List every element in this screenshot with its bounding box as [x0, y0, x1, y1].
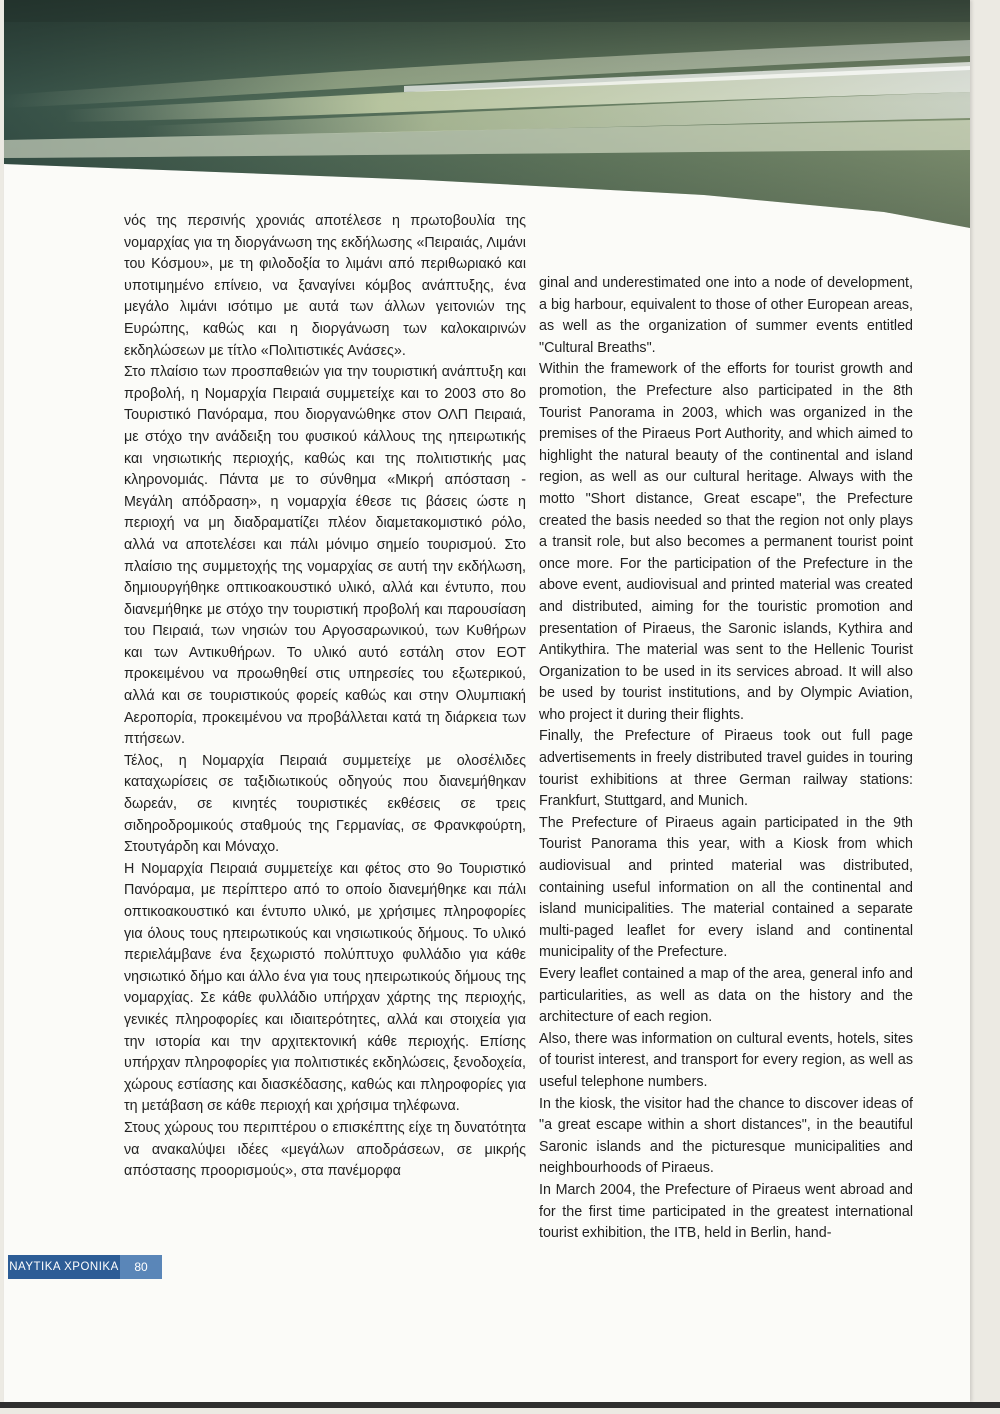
bottom-edge-line — [0, 1402, 1000, 1408]
page-number: 80 — [120, 1255, 162, 1279]
english-paragraph: The Prefecture of Piraeus again participated in the 9th Tourist Panorama this year, with a Kiosk from which audiovisual and printed material was distributed, containing useful information on all the continental and island municipalities. The material contained a separate multi-paged leaflet for every island and continental municipality of the Prefecture. — [539, 814, 913, 961]
greek-paragraph: Τέλος, η Νομαρχία Πειραιά συμμετείχε με ολοσέλιδες καταχωρίσεις σε ταξιδιωτικούς οδηγούς που διανεμήθηκαν δωρεάν, σε κινητές τουριστικές εκθέσεις σε τρεις σιδηροδρομικούς σταθμούς της Γερμανίας, σε Φρανκφούρτη, Στουτγάρδη και Μόναχο. — [124, 752, 526, 856]
english-paragraph: Also, there was information on cultural events, hotels, sites of tourist interest, and transport for every region, as well as useful telephone numbers. — [539, 1030, 913, 1090]
english-paragraph: Finally, the Prefecture of Piraeus took out full page advertisements in freely distributed travel guides in touring tourist exhibitions at three German railway stations: Frankfurt, Stuttgard, and Munich. — [539, 728, 913, 810]
magazine-name-label: ΝΑΥΤΙΚΑ ΧΡΟΝΙΚΑ — [8, 1255, 120, 1279]
header-photo — [4, 0, 970, 228]
english-text-column — [539, 273, 913, 1245]
english-paragraph: Within the framework of the efforts for tourist growth and promotion, the Prefecture also participated in the 8th Tourist Panorama in 2003, which was organized in the premises of the Piraeus Port Authority, and which aimed to highlight the natural beauty of the continental and island region, as well as our cultural heritage. Always with the motto "Short distance, Great escape", the Prefecture created the basis needed so that the region not only plays a transit role, but also becomes a permanent tourist point once more. For the participation of the Prefecture in the above event, audiovisual and printed material was created and distributed, aiming for the touristic promotion and presentation of Piraeus, the Saronic islands, Kythira and Antikythira. The material was sent to the Hellenic Tourist Organization to be used in its services abroad. It will also be used by tourist institutions, and by Olympic Aviation, who project it during their flights. — [539, 361, 913, 723]
greek-paragraph: Η Νομαρχία Πειραιά συμμετείχε και φέτος στο 9ο Τουριστικό Πανόραμα, με περίπτερο από το οποίο διανεμήθηκε και πάλι οπτικοακουστικό και έντυπο υλικό, με χρήσιμες πληροφορίες για όλους τους ηπειρωτικούς και νησιωτικούς δήμους. Το υλικό περιελάμβανε ένα ξεχωριστό πολύπτυχο φυλλάδιο για κάθε νησιωτικό δήμο και άλλο ένα για τους ηπειρωτικούς δήμους της νομαρχίας. Σε κάθε φυλλάδιο υπήρχαν χάρτης της περιοχής, γενικές πληροφορίες και ιδιαιτερότητες, αλλά και στοιχεία για την ιστορία και την αρχιτεκτονική κάθε περιοχής. Επίσης υπήρχαν πληροφορίες για πολιτιστικές εκδηλώσεις, ξενοδοχεία, χώρους εστίασης και διασκέδασης, καθώς και πληροφορίες για τη μετάβαση σε κάθε περιοχή και χρήσιμα τηλέφωνα. — [124, 860, 526, 1115]
magazine-page — [4, 0, 970, 1402]
english-paragraph: ginal and underestimated one into a node of development, a big harbour, equivalent to those of other European areas, as well as the organization of summer events entitled "Cultural Breaths". — [539, 275, 913, 356]
english-paragraph: In the kiosk, the visitor had the chance to discover ideas of "a great escape within a short distances", in the beautiful Saronic islands and the picturesque municipalities and neighbourhoods of Piraeus. — [539, 1095, 913, 1177]
english-paragraph: Every leaflet contained a map of the area, general info and particularities, as well as data on the history and the architecture of each region. — [539, 966, 913, 1026]
greek-paragraph: Στους χώρους του περιπτέρου ο επισκέπτης είχε τη δυνατότητα να ανακαλύψει ιδέες «μεγάλων αποδράσεων, σε μικρής απόστασης προορισμούς», στα πανέμορφα — [124, 1119, 526, 1180]
greek-paragraph: νός της περσινής χρονιάς αποτέλεσε η πρωτοβουλία της νομαρχίας για τη διοργάνωση της εκδήλωσης «Πειραιάς, Λιμάνι του Κόσμου», με τη φιλοδοξία το λιμάνι από περιθωριακό και υποτιμημένο επίνειο, να ξαναγίνει κόμβος ανάπτυξης, ένα μεγάλο λιμάνι ισότιμο με αυτά των άλλων γειτονιών της Ευρώπης, καθώς και η διοργάνωση των καλοκαιρινών εκδηλώσεων με τίτλο «Πολιτιστικές Ανάσες». — [124, 213, 526, 359]
english-paragraph: In March 2004, the Prefecture of Piraeus went abroad and for the first time participated in the greatest international tourist exhibition, the ITB, held in Berlin, hand- — [539, 1181, 913, 1242]
greek-paragraph: Στο πλαίσιο των προσπαθειών για την τουριστική ανάπτυξη και προβολή, η Νομαρχία Πειραιά συμμετείχε και το 2003 στο 8ο Τουριστικό Πανόραμα, που διοργανώθηκε στον ΟΛΠ Πειραιά, με στόχο την ανάδειξη του φυσικού κάλλους της ηπειρωτικής και νησιωτικής περιοχής, καθώς και της πολιτιστικής μας κληρονομιάς. Πάντα με το σύνθημα «Μικρή απόσταση - Μεγάλη απόδραση», η νομαρχία έθεσε τις βάσεις ώστε η περιοχή να μη διαδραματίζει πλέον διαμετακομιστικό ρόλο, αλλά να αποτελέσει και πάλι μόνιμο σημείο τουρισμού. Στο πλαίσιο της συμμετοχής της νομαρχίας σε αυτή την εκδήλωση, δημιουργήθηκε οπτικοακουστικό υλικό, αλλά και έντυπο, που διανεμήθηκε με στόχο την τουριστική προβολή και παρουσίαση του Πειραιά, των νησιών του Αργοσαρωνικού, των Κυθήρων και των Αντικυθήρων. Το υλικό αυτό εστάλη στον ΕΟΤ προκειμένου να προωθηθεί στις υπηρεσίες του εξωτερικού, αλλά και σε τουριστικούς φορείς καθώς και στην Ολυμπιακή Αεροπορία, προκειμένου να προβάλλεται κατά τη διάρκεια των πτήσεων. — [124, 364, 526, 748]
greek-text-column — [124, 211, 526, 1183]
